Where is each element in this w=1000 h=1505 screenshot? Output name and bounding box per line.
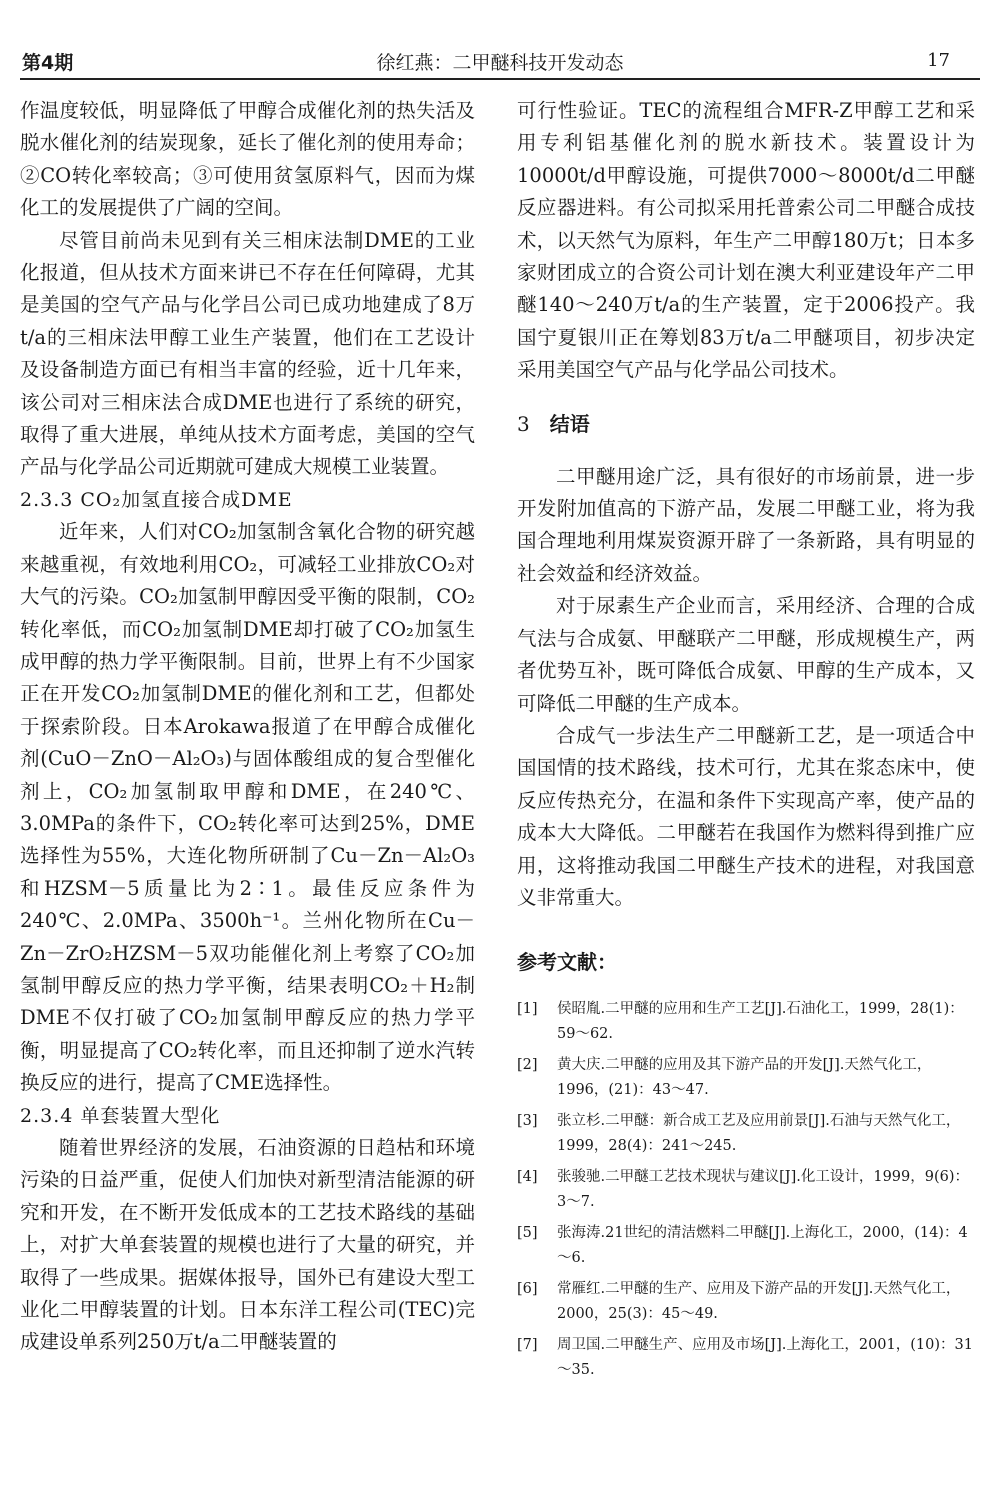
reference-item	[517, 1109, 975, 1159]
reference-number: [1]	[517, 1001, 538, 1018]
paragraph: 随着世界经济的发展，石油资源的日趋枯和环境污染的日益严重，促使人们加快对新型清洁能源的研究和开发，在不断开发低成本的工艺技术路线的基础上，对扩大单套装置的规模也进行了大量的研究，并取得了一些成果。据媒体报导，国外已有建设大型工业化二甲醇装置的计划。日本东洋工程公司(TEC)完成建设单系列250万t/a二甲醚装置的	[20, 1136, 475, 1354]
running-header	[20, 42, 980, 74]
subsection-heading-2-3-4: 2.3.4 单套装置大型化	[20, 1104, 221, 1127]
paragraph: 可行性验证。TEC的流程组合MFR-Z甲醇工艺和采用专利铝基催化剂的脱水新技术。装置设计为10000t/d甲醇设施，可提供7000～8000t/d二甲醚反应器进料。有公司拟采用托普索公司二甲醚合成技术，以天然气为原料，年生产二甲醇180万t；日本多家财团成立的合资公司计划在澳大利亚建设年产二甲醚140～240万t/a的生产装置，定于2006投产。我国宁夏银川正在筹划83万t/a二甲醚项目，初步决定采用美国空气产品与化学品公司技术。	[517, 99, 975, 382]
paragraph: 近年来，人们对CO₂加氢制含氧化合物的研究越来越重视，有效地利用CO₂，可减轻工业排放CO₂对大气的污染。CO₂加氢制甲醇因受平衡的限制，CO₂转化率低，而CO₂加氢制DME却打破了CO₂加氢生成甲醇的热力学平衡限制。目前，世界上有不少国家正在开发CO₂加氢制DME的催化剂和工艺，但都处于探索阶段。日本Arokawa报道了在甲醇合成催化剂(CuO－ZnO－Al₂O₃)与固体酸组成的复合型催化剂上，CO₂加氢制取甲醇和DME，在240℃、3.0MPa的条件下，CO₂转化率可达到25%，DME选择性为55%，大连化物所研制了Cu－Zn－Al₂O₃和HZSM－5质量比为2∶1。最佳反应条件为240℃、2.0MPa、3500h⁻¹。兰州化物所在Cu－Zn－ZrO₂HZSM－5双功能催化剂上考察了CO₂加氢制甲醇反应的热力学平衡，结果表明CO₂＋H₂制DME不仅打破了CO₂加氢制甲醇反应的热力学平衡，明显提高了CO₂转化率，而且还抑制了逆水汽转换反应的进行，提高了CME选择性。	[20, 520, 475, 1095]
reference-item	[517, 1333, 975, 1383]
reference-item	[517, 1053, 975, 1103]
paragraph: 对于尿素生产企业而言，采用经济、合理的合成气法与合成氨、甲醚联产二甲醚，形成规模生产，两者优势互补，既可降低合成氨、甲醇的生产成本，又可降低二甲醚的生产成本。	[517, 594, 975, 715]
reference-text: 侯昭胤.二甲醚的应用和生产工艺[J].石油化工，1999，28(1)：59～62.	[557, 1001, 964, 1043]
reference-item	[517, 1221, 975, 1271]
reference-number: [7]	[517, 1337, 538, 1354]
header-rule	[20, 78, 980, 80]
left-column	[20, 95, 475, 1359]
reference-text: 张骏驰.二甲醚工艺技术现状与建议[J].化工设计，1999，9(6)：3～7.	[557, 1169, 970, 1211]
reference-text: 张立杉.二甲醚：新合成工艺及应用前景[J].石油与天然气化工，1999，28(4)：241～245.	[557, 1113, 961, 1155]
section-number: 3	[517, 411, 530, 436]
section-title: 结语	[549, 411, 590, 436]
issue-label: 第4期	[22, 52, 74, 74]
reference-text: 常雁红.二甲醚的生产、应用及下游产品的开发[J].天然气化工，2000，25(3)：45～49.	[557, 1281, 961, 1323]
subsection-heading-2-3-3: 2.3.3 CO₂加氢直接合成DME	[20, 488, 293, 511]
paragraph: 尽管目前尚未见到有关三相床法制DME的工业化报道，但从技术方面来讲已不存在任何障碍，尤其是美国的空气产品与化学吕公司已成功地建成了8万t/a的三相床法甲醇工业生产装置，他们在工艺设计及设备制造方面已有相当丰富的经验，近十几年来，该公司对三相床法合成DME也进行了系统的研究，取得了重大进展，单纯从技术方面考虑，美国的空气产品与化学品公司近期就可建成大规模工业装置。	[20, 228, 475, 479]
reference-text: 张海涛.21世纪的清洁燃料二甲醚[J].上海化工，2000，(14)：4～6.	[557, 1225, 968, 1267]
references-heading: 参考文献：	[517, 950, 617, 975]
reference-number: [3]	[517, 1113, 538, 1130]
paragraph: 作温度较低，明显降低了甲醇合成催化剂的热失活及脱水催化剂的结炭现象，延长了催化剂的使用寿命；②CO转化率较高；③可使用贫氢原料气，因而为煤化工的发展提供了广阔的空间。	[20, 99, 475, 220]
reference-text: 周卫国.二甲醚生产、应用及市场[J].上海化工，2001，(10)：31～35.	[557, 1337, 973, 1379]
reference-number: [6]	[517, 1281, 538, 1298]
reference-list	[517, 997, 975, 1383]
section-heading-3	[517, 407, 975, 441]
reference-text: 黄大庆.二甲醚的应用及其下游产品的开发[J].天然气化工，1996，(21)：43～47.	[557, 1057, 932, 1099]
paragraph: 二甲醚用途广泛，具有很好的市场前景，进一步开发附加值高的下游产品，发展二甲醚工业，将为我国合理地利用煤炭资源开辟了一条新路，具有明显的社会效益和经济效益。	[517, 464, 975, 585]
page-number: 17	[927, 50, 950, 71]
right-column	[517, 95, 975, 1389]
reference-number: [5]	[517, 1225, 538, 1242]
reference-item	[517, 1165, 975, 1215]
reference-item	[517, 997, 975, 1047]
paragraph: 合成气一步法生产二甲醚新工艺，是一项适合中国国情的技术路线，技术可行，尤其在浆态床中，使反应传热充分，在温和条件下实现高产率，使产品的成本大大降低。二甲醚若在我国作为燃料得到推广应用，这将推动我国二甲醚生产技术的进程，对我国意义非常重大。	[517, 723, 975, 909]
reference-item	[517, 1277, 975, 1327]
reference-number: [2]	[517, 1057, 538, 1074]
running-title: 徐红燕：二甲醚科技开发动态	[376, 52, 624, 74]
reference-number: [4]	[517, 1169, 538, 1186]
